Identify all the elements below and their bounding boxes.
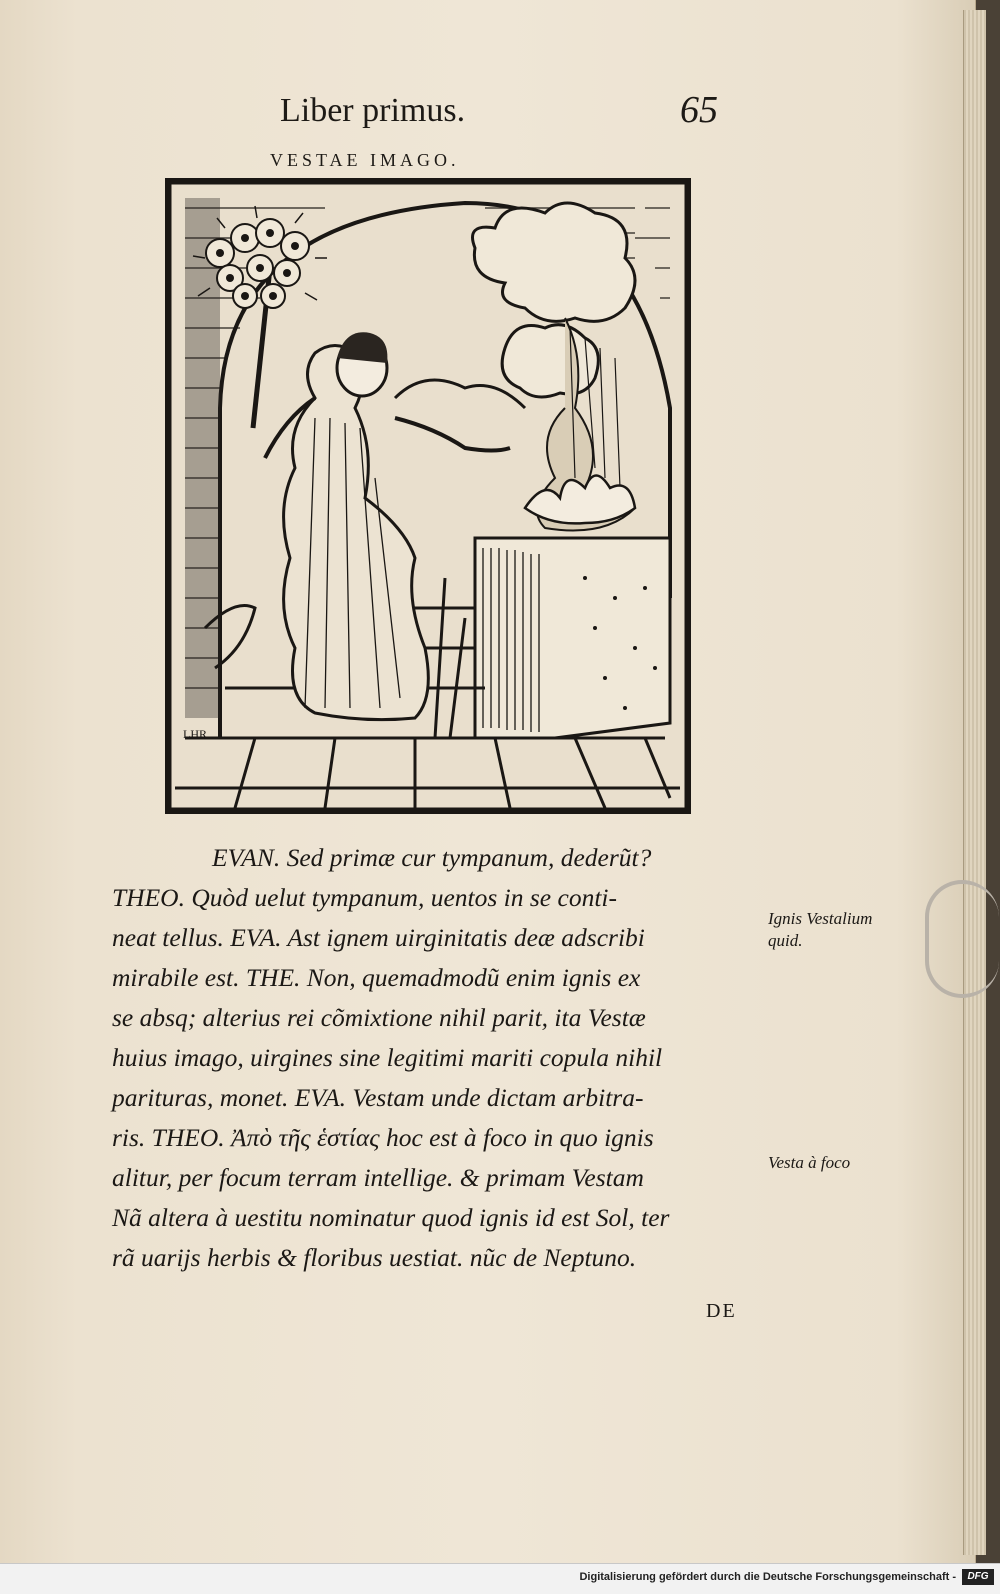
book-clip xyxy=(925,880,999,998)
catchword: DE xyxy=(706,1300,737,1322)
dfg-logo: DFG xyxy=(962,1569,994,1585)
text-line: mirabile est. THE. Non, quemadmodũ enim ignis ex xyxy=(112,963,641,992)
text-line: huius imago, uirgines sine legitimi mariti copula nihil xyxy=(112,1043,663,1072)
page-number: 65 xyxy=(680,89,718,131)
text-line: rã uarijs herbis & floribus uestiat. nũc de Neptuno. xyxy=(112,1243,637,1272)
running-head: Liber primus. xyxy=(280,92,466,129)
text-line: ris. THEO. Ἀπὸ τῆς ἑστίας hoc est à foco in quo ignis xyxy=(112,1123,654,1152)
woodcut-illustration-vesta xyxy=(165,178,691,814)
text-line: Nã altera à uestitu nominatur quod ignis id est Sol, ter xyxy=(112,1203,670,1232)
text-line: EVAN. Sed primæ cur tympanum, dederũt? xyxy=(212,843,652,872)
plate-title: VESTAE IMAGO. xyxy=(270,150,460,170)
funding-credit: Digitalisierung gefördert durch die Deutsche Forschungsgemeinschaft - xyxy=(579,1571,956,1583)
text-line: THEO. Quòd uelut tympanum, uentos in se conti- xyxy=(112,883,617,912)
page-edges xyxy=(963,10,986,1555)
body-text xyxy=(112,838,762,1278)
svg-text:LHR: LHR xyxy=(183,727,207,741)
margin-note: Ignis Vestalium quid. xyxy=(768,909,873,950)
footer-bar xyxy=(0,1563,1000,1594)
margin-note: Vesta à foco xyxy=(768,1153,851,1172)
text-line: parituras, monet. EVA. Vestam unde dictam arbitra- xyxy=(112,1083,644,1112)
text-line: neat tellus. EVA. Ast ignem uirginitatis deæ adscribi xyxy=(112,923,645,952)
text-line: se absq; alterius rei cõmixtione nihil parit, ita Vestæ xyxy=(112,1003,646,1032)
text-line: alitur, per focum terram intellige. & primam Vestam xyxy=(112,1163,644,1192)
